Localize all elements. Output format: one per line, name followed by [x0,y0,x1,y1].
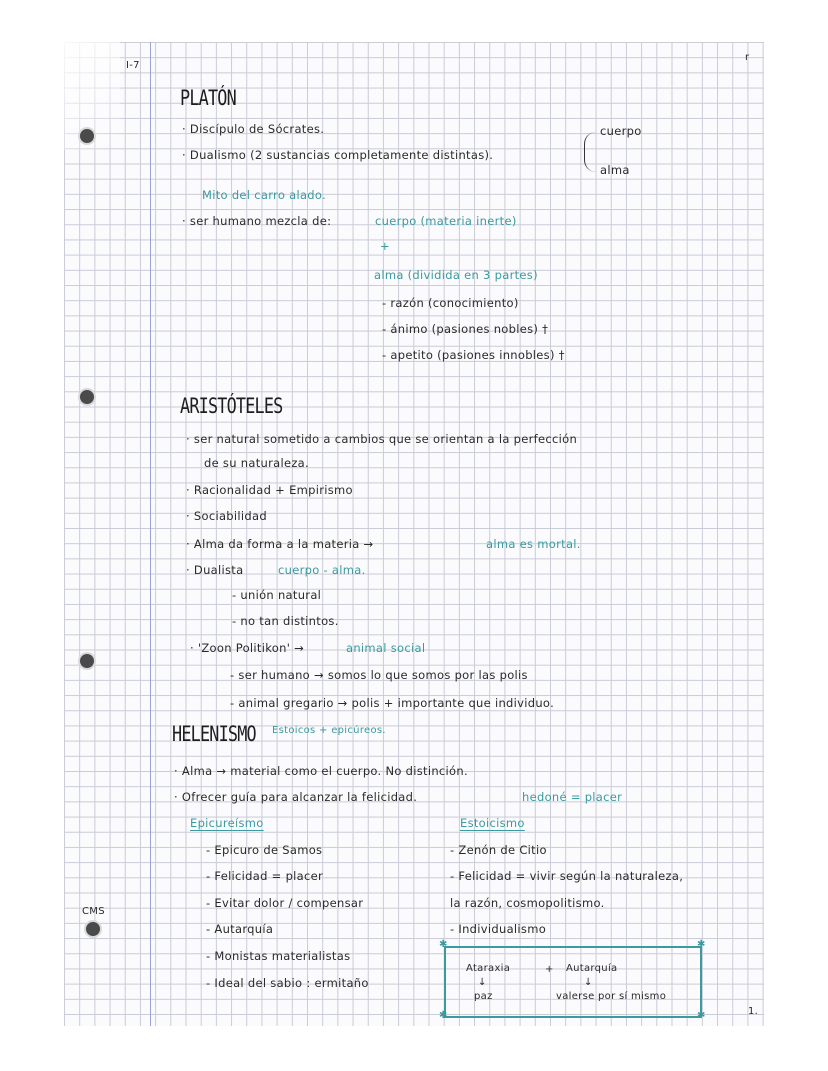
binder-hole [78,127,96,145]
estoicismo-item: - Individualismo [450,922,547,936]
platon-cuerpo: cuerpo (materia inerte) [375,214,517,228]
binder-hole [84,920,102,938]
platon-parte-3: - apetito (pasiones innobles) † [382,348,565,362]
epicureismo-item: - Monistas materialistas [206,949,351,963]
aristoteles-line-1: · ser natural sometido a cambios que se orientan a la perfección [186,432,578,446]
aristoteles-line-6-highlight: animal social [346,641,426,655]
box-right-bottom: valerse por sí mismo [556,991,667,1002]
dualista-item-1: - unión natural [232,588,322,602]
estoicismo-heading: Estoicismo [460,816,525,830]
corner-mark-top: r [745,52,750,63]
estoicismo-item: - Zenón de Citio [450,843,547,857]
aristoteles-line-5-highlight: cuerpo - alma. [278,563,366,577]
epicureismo-item: - Autarquía [206,922,274,936]
estoicismo-item: la razón, cosmopolitismo. [450,896,605,910]
helenismo-line-1: · Alma → material como el cuerpo. No distinción. [174,764,468,778]
platon-plus: + [380,239,390,253]
box-left-bottom: paz [474,991,493,1002]
dualista-item-2: - no tan distintos. [232,614,339,628]
margin-initials: CMS [82,906,105,917]
platon-alma: alma (dividida en 3 partes) [374,268,538,282]
aristoteles-line-6: · 'Zoon Politikon' → [190,641,305,655]
brace-icon [584,132,597,172]
star-icon: ✱ [439,1010,448,1021]
box-right-top: Autarquía [566,963,618,974]
helenismo-line-2: · Ofrecer guía para alcanzar la felicidad. [174,790,418,804]
brace-top-label: cuerpo [600,124,642,138]
aristoteles-line-3: · Sociabilidad [186,509,267,523]
epicureismo-item: - Ideal del sabio : ermitaño [206,976,369,990]
helenismo-subtitle: Estoicos + epicúreos. [272,725,386,736]
platon-line-1: · Discípulo de Sócrates. [182,122,325,136]
hedone-note: hedoné = placer [522,790,623,804]
epicureismo-heading: Epicureísmo [190,816,264,830]
aristoteles-line-4-highlight: alma es mortal. [486,537,581,551]
epicureismo-item: - Evitar dolor / compensar [206,896,364,910]
platon-line-3: · ser humano mezcla de: [182,214,332,228]
platon-parte-1: - razón (conocimiento) [382,296,519,310]
platon-line-2: · Dualismo (2 sustancias completamente distintas). [182,148,494,162]
section-title-aristoteles: ARISTÓTELES [180,394,283,418]
binder-hole [78,652,96,670]
corner-mark-bottom: 1. [748,1006,759,1017]
box-right-arrow: ↓ [584,977,593,988]
zoon-item-1: - ser humano → somos lo que somos por las polis [230,668,528,682]
margin-line [150,42,151,1026]
aristoteles-line-1b: de su naturaleza. [204,456,309,470]
aristoteles-line-5: · Dualista [186,563,244,577]
box-plus: + [545,964,554,975]
epicureismo-item: - Epicuro de Samos [206,843,323,857]
page-code: I-7 [126,60,140,71]
brace-bottom-label: alma [600,163,630,177]
box-left-top: Ataraxia [466,963,511,974]
star-icon: ✱ [697,1010,706,1021]
box-left-arrow: ↓ [478,977,487,988]
star-icon: ✱ [439,939,448,950]
aristoteles-line-4: · Alma da forma a la materia → [186,537,374,551]
aristoteles-line-2: · Racionalidad + Empirismo [186,483,353,497]
section-title-platon: PLATÓN [180,86,236,110]
binder-hole [78,388,96,406]
section-title-helenismo: HELENISMO [172,722,256,746]
estoicismo-item: - Felicidad = vivir según la naturaleza, [450,869,684,883]
platon-mito: Mito del carro alado. [202,188,326,202]
epicureismo-item: - Felicidad = placer [206,869,324,883]
platon-parte-2: - ánimo (pasiones nobles) † [382,322,549,336]
zoon-item-2: - animal gregario → polis + importante que individuo. [230,696,555,710]
star-icon: ✱ [697,939,706,950]
